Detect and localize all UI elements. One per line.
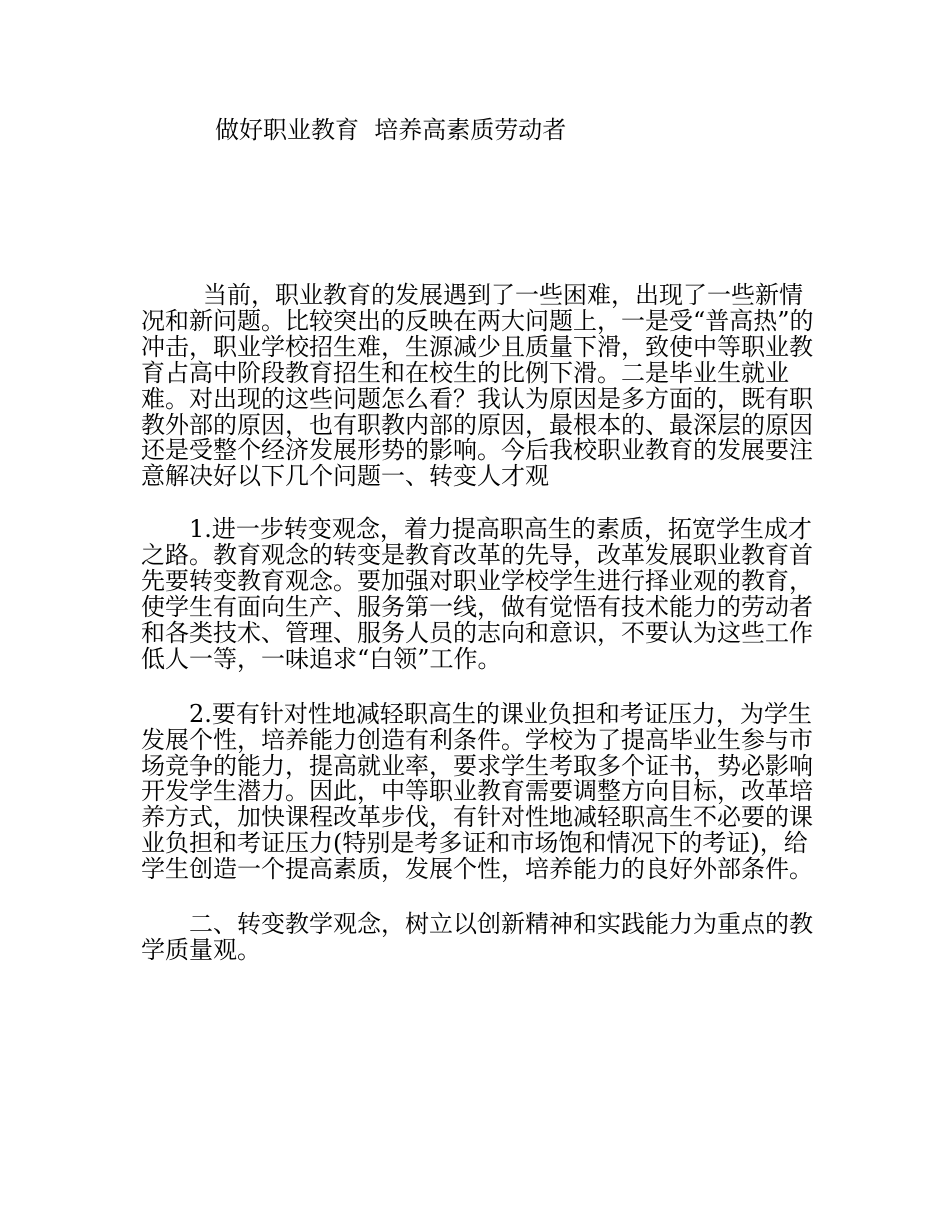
paragraph-section-2: 二、转变教学观念，树立以创新精神和实践能力为重点的教学质量观。 [141,910,813,964]
paragraph-intro: 当前，职业教育的发展遇到了一些困难，出现了一些新情况和新问题。比较突出的反映在两大问题上，一是受“普高热”的冲击，职业学校招生难，生源减少且质量下滑，致使中等职业教育占高中阶段教育招生和在校生的比例下滑。二是毕业生就业难。对出现的这些问题怎么看？我认为原因是多方面的，既有职教外部的原因，也有职教内部的原因，最根本的、最深层的原因还是受整个经济发展形势的影响。今后我校职业教育的发展要注意解决好以下几个问题一、转变人才观 [141,281,814,491]
document-body [141,283,816,993]
document-title: 做好职业教育 培养高素质劳动者 [215,116,567,144]
paragraph-point-1: 1.进一步转变观念，着力提高职高生的素质，拓宽学生成才之路。教育观念的转变是教育改革的先导，改革发展职业教育首先要转变教育观念。要加强对职业学校学生进行择业观的教育，使学生有面向生产、服务第一线，做有觉悟有技术能力的劳动者和各类技术、管理、服务人员的志向和意识，不要认为这些工作低人一等，一味追求“白领”工作。 [141,515,813,673]
paragraph-point-2: 2.要有针对性地减轻职高生的课业负担和考证压力，为学生发展个性，培养能力创造有利条件。学校为了提高毕业生参与市场竞争的能力，提高就业率，要求学生考取多个证书，势必影响开发学生潜力。因此，中等职业教育需要调整方向目标，改革培养方式，加快课程改革步伐，有针对性地减轻职高生不必要的课业负担和考证压力(特别是考多证和市场饱和情况下的考证)，给学生创造一个提高素质，发展个性，培养能力的良好外部条件。 [141,699,813,884]
